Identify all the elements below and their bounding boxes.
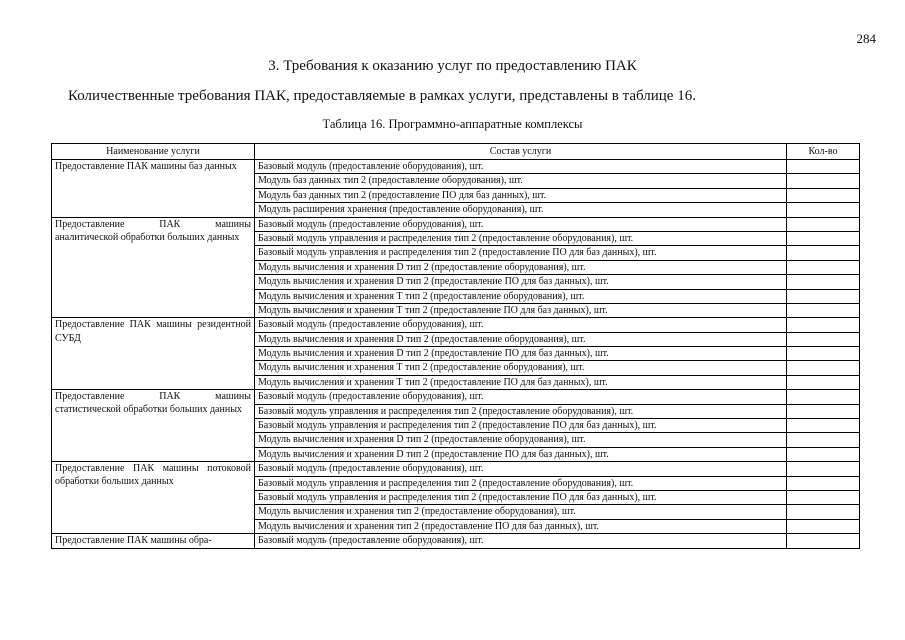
service-component-cell: Модуль расширения хранения (предоставление оборудования), шт. bbox=[255, 203, 787, 217]
service-component-cell: Базовый модуль управления и распределения тип 2 (предоставление оборудования), шт. bbox=[255, 404, 787, 418]
quantity-cell[interactable] bbox=[787, 160, 860, 174]
table-row bbox=[52, 217, 860, 231]
quantity-cell[interactable] bbox=[787, 275, 860, 289]
service-component-cell: Модуль вычисления и хранения тип 2 (предоставление оборудования), шт. bbox=[255, 505, 787, 519]
quantity-cell[interactable] bbox=[787, 332, 860, 346]
quantity-cell[interactable] bbox=[787, 174, 860, 188]
quantity-cell[interactable] bbox=[787, 462, 860, 476]
service-component-cell: Модуль вычисления и хранения D тип 2 (предоставление оборудования), шт. bbox=[255, 332, 787, 346]
service-name-cell: Предоставление ПАК машины статистической обработки больших данных bbox=[52, 390, 255, 462]
service-component-cell: Модуль баз данных тип 2 (предоставление оборудования), шт. bbox=[255, 174, 787, 188]
service-component-cell: Модуль вычисления и хранения тип 2 (предоставление ПО для баз данных), шт. bbox=[255, 519, 787, 533]
service-component-cell: Базовый модуль управления и распределения тип 2 (предоставление ПО для баз данных), шт. bbox=[255, 419, 787, 433]
service-component-cell: Модуль вычисления и хранения Т тип 2 (предоставление оборудования), шт. bbox=[255, 361, 787, 375]
service-component-cell: Модуль вычисления и хранения D тип 2 (предоставление оборудования), шт. bbox=[255, 433, 787, 447]
service-component-cell: Модуль вычисления и хранения D тип 2 (предоставление ПО для баз данных), шт. bbox=[255, 275, 787, 289]
service-component-cell: Базовый модуль (предоставление оборудования), шт. bbox=[255, 534, 787, 548]
quantity-cell[interactable] bbox=[787, 303, 860, 317]
header-quantity: Кол-во bbox=[787, 144, 860, 160]
quantity-cell[interactable] bbox=[787, 217, 860, 231]
service-component-cell: Базовый модуль (предоставление оборудования), шт. bbox=[255, 390, 787, 404]
service-component-cell: Модуль вычисления и хранения Т тип 2 (предоставление ПО для баз данных), шт. bbox=[255, 375, 787, 389]
page-number: 284 bbox=[856, 31, 876, 46]
service-component-cell: Базовый модуль управления и распределения тип 2 (предоставление ПО для баз данных), шт. bbox=[255, 246, 787, 260]
table-row bbox=[52, 462, 860, 476]
service-component-cell: Модуль вычисления и хранения Т тип 2 (предоставление ПО для баз данных), шт. bbox=[255, 303, 787, 317]
table-row bbox=[52, 534, 860, 548]
quantity-cell[interactable] bbox=[787, 318, 860, 332]
service-name-cell: Предоставление ПАК машины баз данных bbox=[52, 160, 255, 218]
table-row bbox=[52, 390, 860, 404]
services-table bbox=[51, 143, 860, 549]
quantity-cell[interactable] bbox=[787, 361, 860, 375]
service-component-cell: Модуль вычисления и хранения D тип 2 (предоставление оборудования), шт. bbox=[255, 260, 787, 274]
quantity-cell[interactable] bbox=[787, 375, 860, 389]
service-component-cell: Модуль вычисления и хранения D тип 2 (предоставление ПО для баз данных), шт. bbox=[255, 447, 787, 461]
service-name-cell: Предоставление ПАК машины обра- bbox=[52, 534, 255, 548]
quantity-cell[interactable] bbox=[787, 260, 860, 274]
header-service-composition: Состав услуги bbox=[255, 144, 787, 160]
quantity-cell[interactable] bbox=[787, 490, 860, 504]
quantity-cell[interactable] bbox=[787, 390, 860, 404]
quantity-cell[interactable] bbox=[787, 347, 860, 361]
service-component-cell: Базовый модуль (предоставление оборудования), шт. bbox=[255, 217, 787, 231]
service-component-cell: Базовый модуль (предоставление оборудования), шт. bbox=[255, 318, 787, 332]
service-name-cell: Предоставление ПАК машины аналитической обработки больших данных bbox=[52, 217, 255, 318]
service-component-cell: Модуль вычисления и хранения D тип 2 (предоставление ПО для баз данных), шт. bbox=[255, 347, 787, 361]
header-service-name: Наименование услуги bbox=[52, 144, 255, 160]
quantity-cell[interactable] bbox=[787, 231, 860, 245]
intro-paragraph: Количественные требования ПАК, предоставляемые в рамках услуги, представлены в таблице 16. bbox=[68, 88, 696, 104]
service-component-cell: Модуль баз данных тип 2 (предоставление ПО для баз данных), шт. bbox=[255, 188, 787, 202]
quantity-cell[interactable] bbox=[787, 419, 860, 433]
service-component-cell: Базовый модуль управления и распределения тип 2 (предоставление ПО для баз данных), шт. bbox=[255, 490, 787, 504]
quantity-cell[interactable] bbox=[787, 188, 860, 202]
service-component-cell: Базовый модуль (предоставление оборудования), шт. bbox=[255, 160, 787, 174]
quantity-cell[interactable] bbox=[787, 534, 860, 548]
quantity-cell[interactable] bbox=[787, 505, 860, 519]
table-caption: Таблица 16. Программно-аппаратные комплексы bbox=[322, 117, 583, 131]
table-header-row bbox=[52, 144, 860, 160]
service-component-cell: Базовый модуль управления и распределения тип 2 (предоставление оборудования), шт. bbox=[255, 476, 787, 490]
table-row bbox=[52, 160, 860, 174]
service-component-cell: Базовый модуль управления и распределения тип 2 (предоставление оборудования), шт. bbox=[255, 231, 787, 245]
table-row bbox=[52, 318, 860, 332]
quantity-cell[interactable] bbox=[787, 476, 860, 490]
quantity-cell[interactable] bbox=[787, 433, 860, 447]
quantity-cell[interactable] bbox=[787, 519, 860, 533]
quantity-cell[interactable] bbox=[787, 203, 860, 217]
service-name-cell: Предоставление ПАК машины потоковой обработки больших данных bbox=[52, 462, 255, 534]
service-name-cell: Предоставление ПАК машины резидентной СУБД bbox=[52, 318, 255, 390]
quantity-cell[interactable] bbox=[787, 404, 860, 418]
section-heading: 3. Требования к оказанию услуг по предоставлению ПАК bbox=[268, 58, 637, 74]
service-component-cell: Базовый модуль (предоставление оборудования), шт. bbox=[255, 462, 787, 476]
quantity-cell[interactable] bbox=[787, 246, 860, 260]
quantity-cell[interactable] bbox=[787, 289, 860, 303]
table-body bbox=[52, 160, 860, 549]
service-component-cell: Модуль вычисления и хранения Т тип 2 (предоставление оборудования), шт. bbox=[255, 289, 787, 303]
quantity-cell[interactable] bbox=[787, 447, 860, 461]
